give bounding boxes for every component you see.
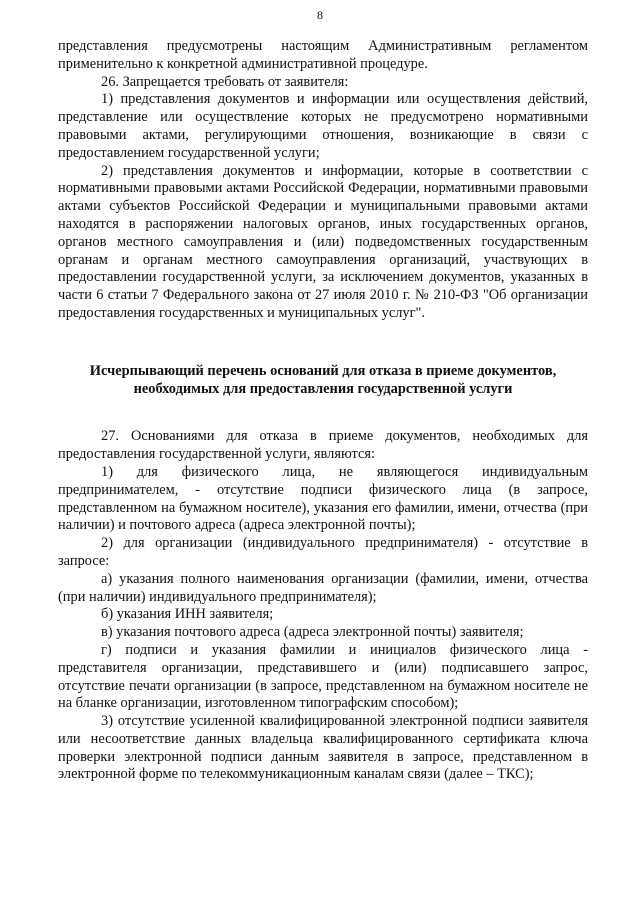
paragraph-26-item-2: 2) представления документов и информации, которые в соответствии с нормативными правовыми актами Российской Федерации, нормативными правовыми актами субъектов Российской Федерации и муниципальными правовыми актами находятся в распоряжении налоговых органов, иных государственных органов, органов местного самоуправления и (или) подведомственных государственным органам и органам местного самоуправления организаций, участвующих в предоставлении государственной услуги, за исключением документов, указанных в части 6 статьи 7 Федерального закона от 27 июля 2010 г. № 210-ФЗ "Об организации предоставления государственных и муниципальных услуг". bbox=[58, 162, 588, 321]
paragraph-continuation: представления предусмотрены настоящим Административным регламентом применительно к конкретной административной процедуре. bbox=[58, 38, 588, 72]
paragraph-27-item-2: 2) для организации (индивидуального предпринимателя) - отсутствие в запросе: bbox=[58, 535, 588, 569]
section-heading: Исчерпывающий перечень оснований для отказа в приеме документов, необходимых для предоставления государственной услуги bbox=[89, 362, 557, 397]
paragraph-27-item-1: 1) для физического лица, не являющегося индивидуальным предпринимателем, - отсутствие подписи физического лица (в запросе, представленном на бумажном носителе), указания его фамилии, имени, отчества (при наличии) и почтового адреса (адреса электронной почты); bbox=[58, 463, 588, 534]
paragraph-27-item-3: 3) отсутствие усиленной квалифицированной электронной подписи заявителя или несоответствие данных владельца квалифицированного сертификата ключа проверки электронной подписи данным заявителя в запросе, представленном в электронной форме по телекоммуникационным каналам связи (далее – ТКС); bbox=[58, 713, 588, 783]
paragraph-27-item-2b: б) указания ИНН заявителя; bbox=[101, 606, 274, 623]
paragraph-26: 26. Запрещается требовать от заявителя: bbox=[101, 73, 349, 90]
paragraph-27: 27. Основаниями для отказа в приеме документов, необходимых для предоставления государственной услуги, являются: bbox=[58, 428, 588, 463]
paragraph-27-item-2c: в) указания почтового адреса (адреса электронной почты) заявителя; bbox=[101, 624, 524, 641]
paragraph-26-item-1: 1) представления документов и информации или осуществления действий, представление или осуществление которых не предусмотрено нормативными правовыми актами, регулирующими отношения, возникающие в связи с предоставлением государственной услуги; bbox=[58, 91, 588, 161]
paragraph-27-item-2d: г) подписи и указания фамилии и инициалов физического лица - представителя организации, представившего и (или) подписавшего запрос, отсутствие печати организации (в запросе, представленном на бумажном носителе не на бланке организации, изготовленном типографским способом); bbox=[58, 641, 588, 712]
document-body bbox=[58, 38, 588, 784]
paragraph-27-item-2a: а) указания полного наименования организации (фамилии, имени, отчества (при наличии) индивидуального предпринимателя); bbox=[58, 570, 588, 605]
page-number: 8 bbox=[317, 8, 323, 22]
